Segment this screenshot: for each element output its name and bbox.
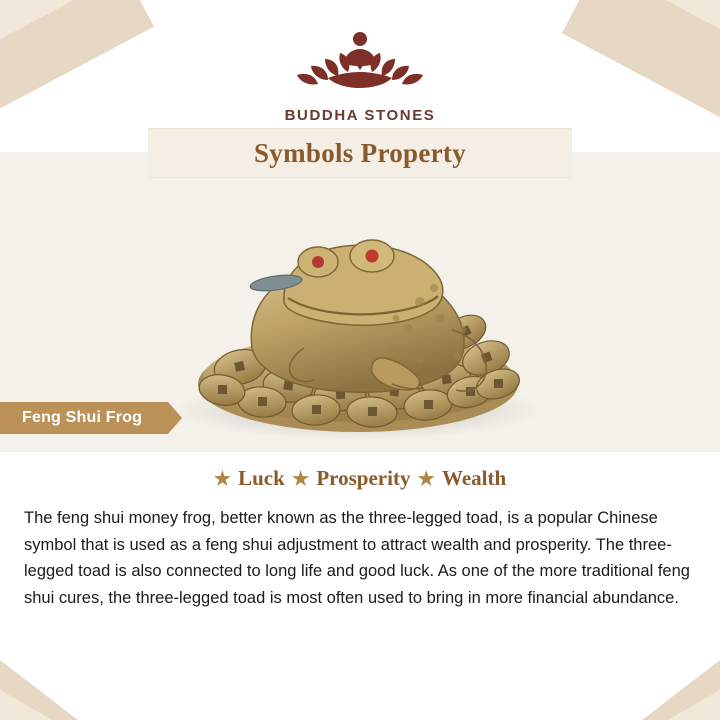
- decor-wedge-bottom-left-light: [0, 690, 52, 720]
- star-icon: ★: [417, 469, 435, 490]
- brand-header: [0, 26, 720, 124]
- keyword-prosperity: Prosperity: [316, 466, 411, 490]
- brand-name: BUDDHA STONES: [284, 107, 436, 124]
- description-section: [0, 452, 720, 720]
- keyword-luck: Luck: [238, 466, 285, 490]
- lotus-meditation-icon: [0, 26, 720, 103]
- page-title: Symbols Property: [253, 137, 467, 168]
- star-icon: ★: [213, 469, 231, 490]
- keyword-wealth: Wealth: [442, 466, 507, 490]
- hero-caption-badge: [0, 402, 168, 434]
- decor-wedge-bottom-right-light: [668, 690, 720, 720]
- star-icon: ★: [292, 469, 310, 490]
- hero-caption-text: Feng Shui Frog: [22, 409, 143, 426]
- section-title-band: [148, 128, 572, 178]
- description-paragraph: The feng shui money frog, better known as the three-legged toad, is a popular Chinese symbol that is used as a feng shui adjustment to attract wealth and prosperity. The three-legged toad is also connected to long life and good luck. As one of the more traditional feng shui cures, the three-legged toad is most often used to bring in more financial abundance.: [24, 509, 690, 608]
- keywords-line: [0, 466, 720, 491]
